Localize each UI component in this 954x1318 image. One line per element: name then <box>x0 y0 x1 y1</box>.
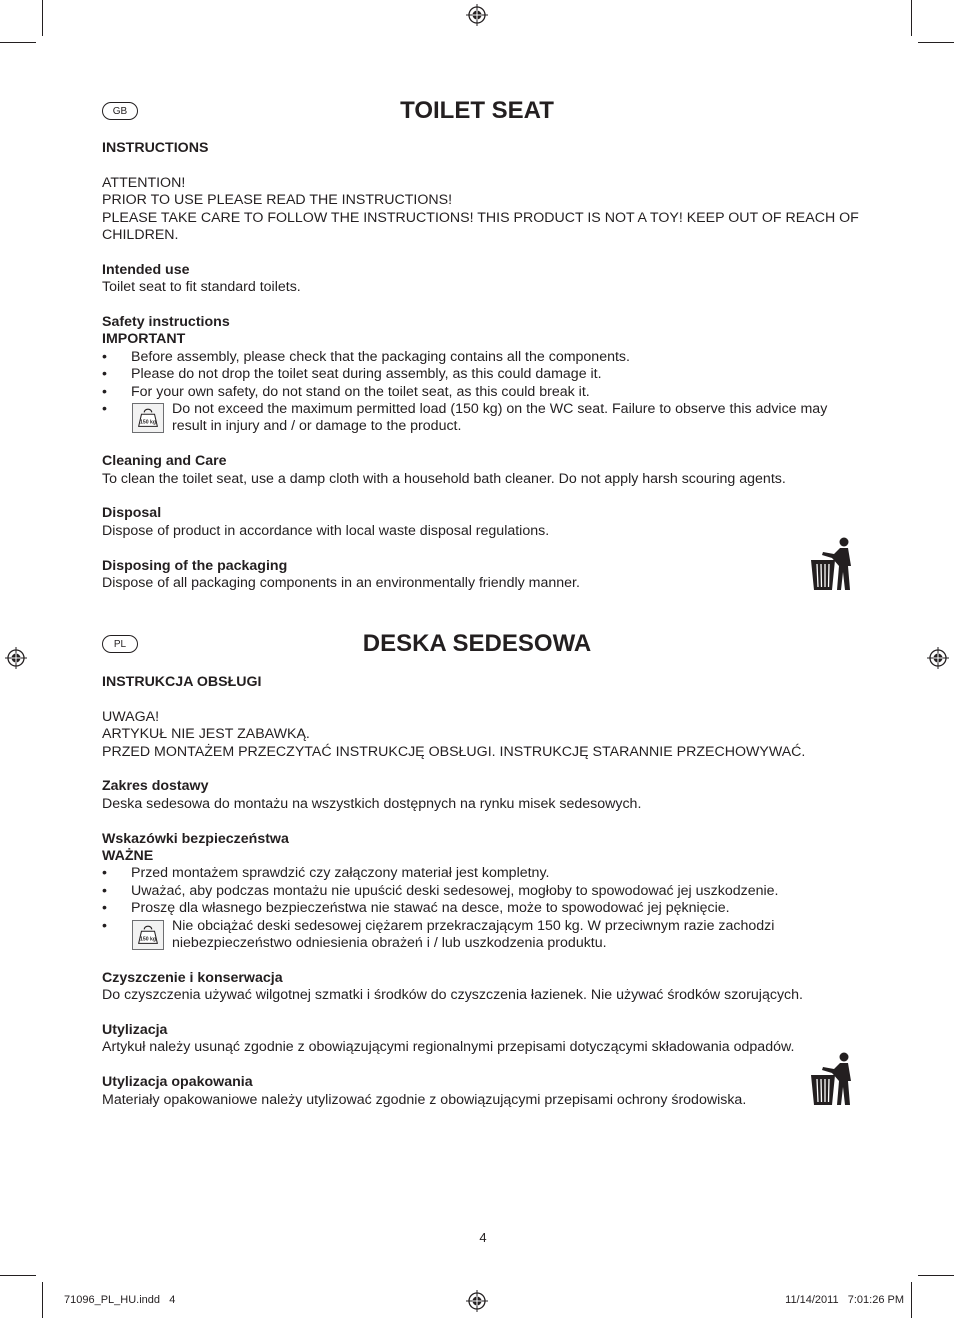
bullet: • <box>102 383 107 400</box>
section-heading: Wskazówki bezpieczeństwa <box>102 830 289 847</box>
section-text: Toilet seat to fit standard toilets. <box>102 279 301 296</box>
weight-limit-icon <box>132 403 164 433</box>
list-item <box>102 349 862 366</box>
bullet: • <box>102 366 107 383</box>
section-text: Dispose of all packaging components in an environmentally friendly manner. <box>102 575 580 592</box>
list-item-text: Please do not drop the toilet seat during assembly, as this could damage it. <box>131 366 602 383</box>
list-item-text: Proszę dla własnego bezpieczeństwa nie stawać na desce, może to spowodować jej pęknięcie. <box>131 900 730 917</box>
registration-mark-icon <box>466 1290 488 1312</box>
crop-mark <box>0 42 36 43</box>
section-text: Dispose of product in accordance with local waste disposal regulations. <box>102 522 550 539</box>
weight-label: 150 kg <box>140 419 156 426</box>
section-heading: Czyszczenie i konserwacja <box>102 969 283 986</box>
list-item-text: Before assembly, please check that the packaging contains all the components. <box>131 348 630 365</box>
bullet: • <box>102 401 107 418</box>
section-heading: Utylizacja <box>102 1022 168 1039</box>
list-item-text: For your own safety, do not stand on the toilet seat, as this could break it. <box>131 383 590 400</box>
list-item <box>102 401 862 436</box>
crop-mark <box>42 0 43 36</box>
instructions-heading: INSTRUKCJA OBSŁUGI <box>102 674 262 690</box>
attention-line: UWAGA! <box>102 708 160 725</box>
crop-mark <box>918 1275 954 1276</box>
section-heading: Zakres dostawy <box>102 778 209 795</box>
list-item <box>102 900 862 917</box>
section-text: Deska sedesowa do montażu na wszystkich dostępnych na rynku misek sedesowych. <box>102 795 642 812</box>
language-badge-gb: GB <box>102 102 138 120</box>
crop-mark <box>911 0 912 36</box>
bullet: • <box>102 900 107 917</box>
bullet: • <box>102 348 107 365</box>
section-heading: Cleaning and Care <box>102 453 227 470</box>
footer-file: 71096_PL_HU.indd 4 <box>64 1294 176 1306</box>
section-heading: Disposal <box>102 505 162 522</box>
page-number: 4 <box>479 1230 487 1245</box>
section-heading: Utylizacja opakowania <box>102 1074 253 1091</box>
instructions-heading: INSTRUCTIONS <box>102 140 209 156</box>
important-label: WAŻNE <box>102 848 154 865</box>
list-item-text: Nie obciążać deski sedesowej ciężarem przekraczającym 150 kg. W przeciwnym razie zachodzi niebezpieczeństwo odniesienia obrażeń i / lub uszkodzenia produktu. <box>172 917 775 952</box>
attention-line: PRIOR TO USE PLEASE READ THE INSTRUCTIONS! <box>102 192 453 209</box>
attention-line: PRZED MONTAŻEM PRZECZYTAĆ INSTRUKCJĘ OBSŁUGI. INSTRUKCJĘ STARANNIE PRZECHOWYWAĆ. <box>102 743 806 760</box>
recycle-bin-icon <box>808 536 854 592</box>
list-item <box>102 918 862 953</box>
gb-content <box>102 140 862 592</box>
attention-line: ATTENTION! <box>102 174 186 191</box>
list-item-text: Uważać, aby podczas montażu nie upuścić deski sedesowej, mogłoby to spowodować jej uszkodzenie. <box>131 882 779 899</box>
footer-timestamp: 11/14/2011 7:01:26 PM <box>785 1294 904 1306</box>
section-heading: Intended use <box>102 261 190 278</box>
list-item <box>102 883 862 900</box>
page-title-pl: DESKA SEDESOWA <box>362 630 592 657</box>
list-item <box>102 384 862 401</box>
crop-mark <box>918 42 954 43</box>
recycle-bin-icon <box>808 1051 854 1107</box>
section-heading: Disposing of the packaging <box>102 557 288 574</box>
weight-limit-icon <box>132 920 164 950</box>
section-text: To clean the toilet seat, use a damp cloth with a household bath cleaner. Do not apply harsh scouring agents. <box>102 470 786 487</box>
section-text: Do czyszczenia używać wilgotnej szmatki i środków do czyszczenia łazienek. Nie używać środków szorujących. <box>102 987 803 1004</box>
pl-content <box>102 674 862 1109</box>
bullet: • <box>102 882 107 899</box>
section-heading: Safety instructions <box>102 314 230 331</box>
weight-label: 150 kg <box>140 936 156 943</box>
list-item-text: Do not exceed the maximum permitted load (150 kg) on the WC seat. Failure to observe this advice may result in injury and / or damage to the product. <box>172 401 828 435</box>
attention-line: ARTYKUŁ NIE JEST ZABAWKĄ. <box>102 726 310 743</box>
crop-mark <box>0 1275 36 1276</box>
registration-mark-icon <box>466 4 488 26</box>
section-text: Artykuł należy usunąć zgodnie z obowiązującymi regionalnymi przepisami dotyczącymi składowania odpadów. <box>102 1039 795 1056</box>
list-item <box>102 865 862 882</box>
crop-mark <box>42 1282 43 1318</box>
page-title-gb: TOILET SEAT <box>400 97 554 124</box>
crop-mark <box>911 1282 912 1318</box>
attention-line: PLEASE TAKE CARE TO FOLLOW THE INSTRUCTIONS! THIS PRODUCT IS NOT A TOY! KEEP OUT OF REACH OF CHILDREN. <box>102 209 859 244</box>
important-label: IMPORTANT <box>102 331 186 348</box>
bullet: • <box>102 917 107 934</box>
list-item-text: Przed montażem sprawdzić czy załączony materiał jest kompletny. <box>131 865 550 882</box>
list-item <box>102 366 862 383</box>
language-badge-pl: PL <box>102 635 138 653</box>
bullet: • <box>102 865 107 882</box>
section-text: Materiały opakowaniowe należy utylizować zgodnie z obowiązującymi przepisami ochrony środowiska. <box>102 1091 747 1108</box>
